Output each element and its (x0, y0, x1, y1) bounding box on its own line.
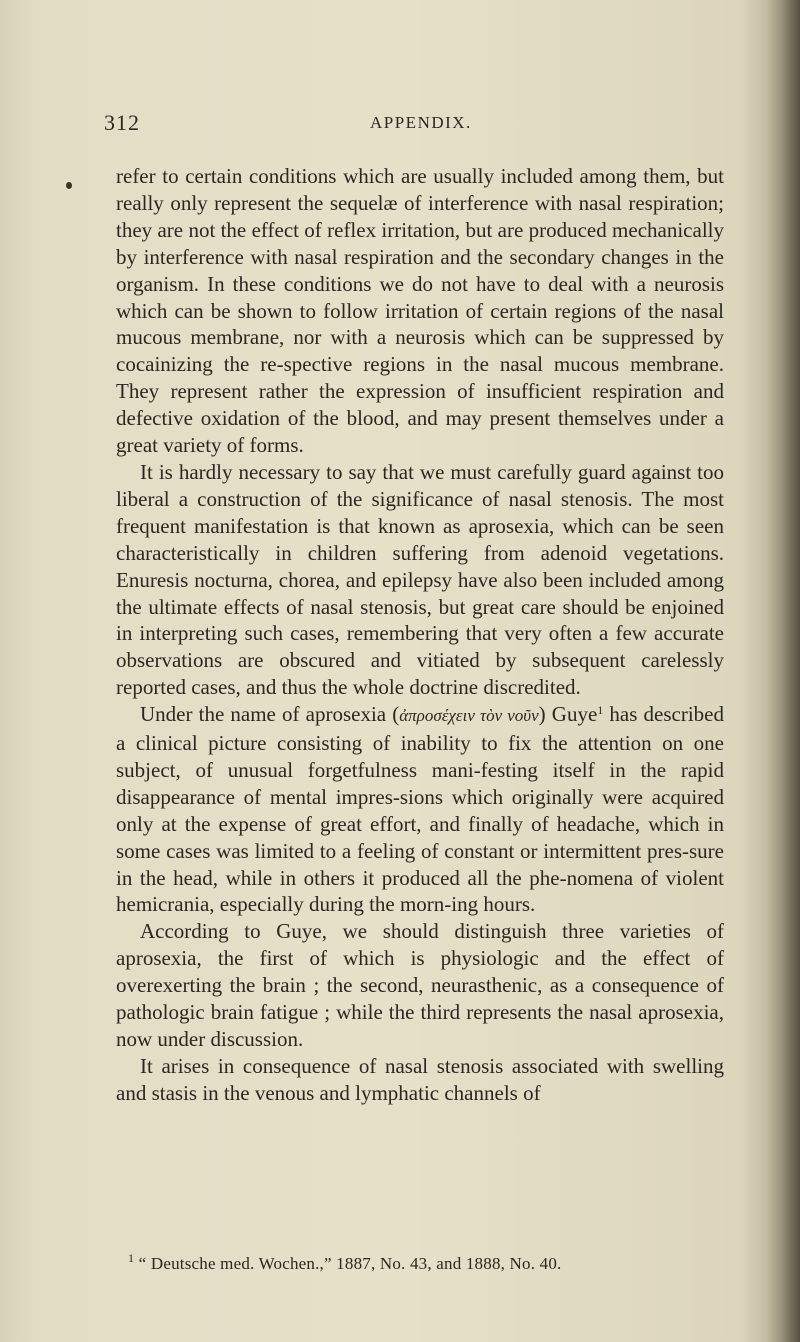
paragraph: According to Guye, we should distinguish three varieties of aprosexia, the first of which is physiologic and the effect of overexerting the brain ; the second, neurasthenic, as a consequence of pathologic brain fatigue ; while the third represents the nasal aprosexia, now under discussion. (116, 919, 724, 1051)
page-header (104, 110, 704, 140)
paragraph: It arises in consequence of nasal stenosis associated with swelling and stasis in the venous and lymphatic channels of (116, 1053, 724, 1105)
footnote-text: “ Deutsche med. Wochen.,” 1887, No. 43, and 1888, No. 40. (134, 1254, 562, 1273)
paragraph: It is hardly necessary to say that we must carefully guard against too liberal a construction of the significance of nasal stenosis. The most frequent manifestation is that known as aprosexia, which can be seen characteristically in children suffering from adenoid vegetations. Enuresis nocturna, chorea, and epilepsy have also been included among the ultimate effects of nasal stenosis, but great care should be enjoined in interpreting such cases, remembering that very often a few accurate observations are obscured and vitiated by subsequent carelessly reported cases, and thus the whole doctrine discredited. (116, 459, 724, 700)
footnote-ref: 1 (597, 703, 604, 718)
paragraph-text: has described a clinical picture consisting of inability to fix the attention on one subject, of unusual forgetfulness mani-festing itself in the rapid disappearance of mental impres-sions which originally were acquired only at the expense of great effort, and finally of headache, which in some cases was limited to a feeling of constant or intermittent pres-sure in the head, while in others it produced all the phe-nomena of violent hemicrania, especially during the morn-ing hours. (116, 702, 725, 917)
page-number: 312 (104, 110, 140, 135)
greek-phrase: ἀπροσέχειν τὸν νοῦν (399, 706, 539, 726)
footnote (128, 1251, 728, 1274)
running-head: APPENDIX. (370, 113, 472, 132)
paragraph: refer to certain conditions which are usually included among them, but really only represent the sequelæ of interference with nasal respiration; they are not the effect of reflex irritation, but are produced mechanically by interference with nasal respiration and the secondary changes in the organism. In these conditions we do not have to deal with a neurosis which can be shown to follow irritation of certain regions of the nasal mucous membrane, nor with a neurosis which can be suppressed by cocainizing the re-spective regions in the nasal mucous membrane. They represent rather the expression of insufficient respiration and defective oxidation of the blood, and may present themselves under a great variety of forms. (116, 164, 724, 458)
page-edge-shadow (766, 0, 800, 1342)
margin-mark (66, 182, 72, 189)
footnote-marker: 1 (128, 1251, 135, 1265)
paragraph-text: Under the name of aprosexia ( (140, 702, 400, 727)
paragraph-text: ) Guye (538, 702, 598, 727)
paragraph (116, 701, 724, 918)
body-text (116, 163, 724, 1107)
